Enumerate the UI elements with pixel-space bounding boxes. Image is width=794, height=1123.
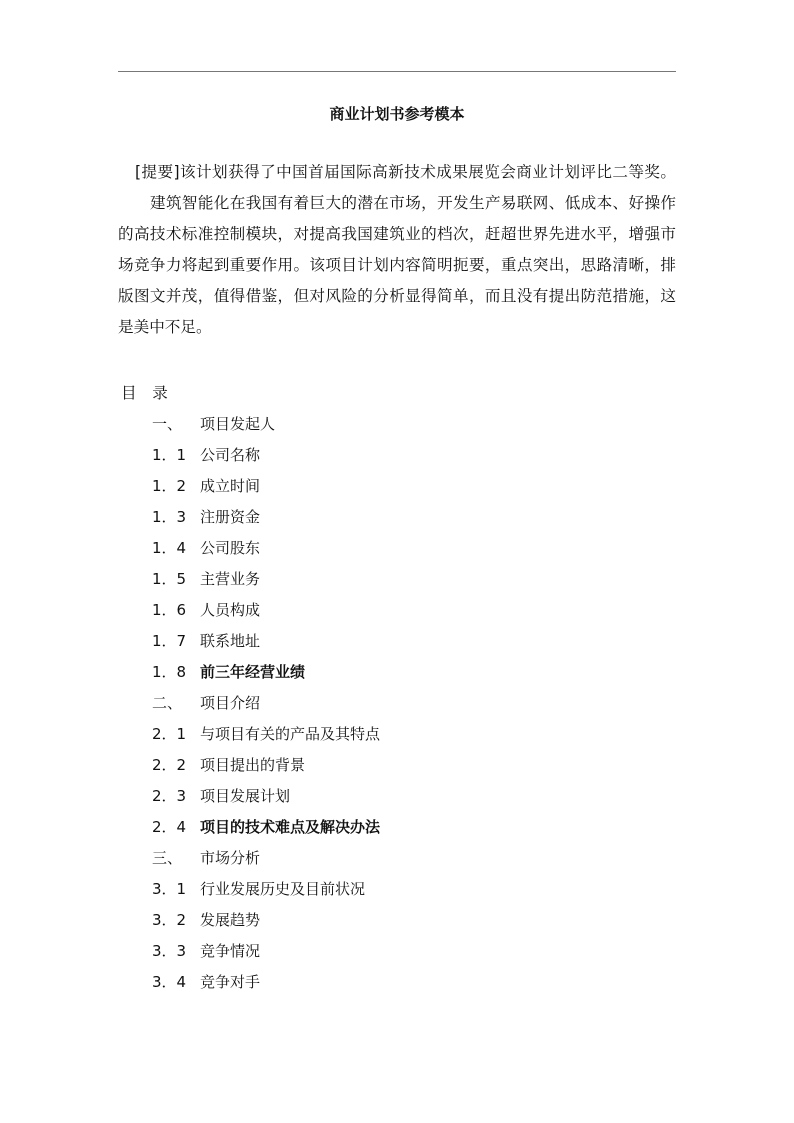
toc-item-label: 项目发展计划: [200, 787, 291, 805]
document-title: 商业计划书参考模本: [329, 105, 465, 123]
toc-item-label: 人员构成: [200, 601, 261, 619]
toc-item: [0, 972, 794, 992]
toc-item: [0, 600, 794, 620]
toc-item: [0, 724, 794, 744]
toc-item-label: 行业发展历史及目前状况: [200, 880, 366, 898]
toc-item-label: 与项目有关的产品及其特点: [200, 725, 381, 743]
toc-item-label: 成立时间: [200, 477, 261, 495]
toc-item-number: 2．3: [152, 787, 187, 805]
summary-line: [提要]该计划获得了中国首届国际高新技术成果展览会商业计划评比二等奖。: [135, 163, 676, 181]
summary-line: 版图文并茂，值得借鉴，但对风险的分析显得简单，而且没有提出防范措施，这: [118, 287, 676, 305]
toc-item-number: 3．4: [152, 973, 187, 991]
toc-item: [0, 786, 794, 806]
toc-item-label: 项目介绍: [200, 694, 261, 712]
toc-item: [0, 631, 794, 651]
toc-item-number: 1．4: [152, 539, 187, 557]
toc-item-number: 3．2: [152, 911, 187, 929]
toc-item-label: 公司股东: [200, 539, 261, 557]
toc-item: [0, 879, 794, 899]
toc-item-label: 竞争情况: [200, 942, 261, 960]
toc-item: [0, 910, 794, 930]
summary-line: 场竞争力将起到重要作用。该项目计划内容简明扼要，重点突出，思路清晰，排: [118, 256, 676, 274]
toc-item: [0, 569, 794, 589]
toc-item: [0, 414, 794, 434]
toc-item: [0, 662, 794, 682]
toc-item-label: 项目的技术难点及解决办法: [200, 818, 381, 836]
toc-item-number: 1．6: [152, 601, 187, 619]
summary-line: 是美中不足。: [118, 318, 212, 336]
toc-item-number: 二、: [152, 694, 183, 712]
toc-item: [0, 941, 794, 961]
toc-item-label: 注册资金: [200, 508, 261, 526]
toc-item-label: 市场分析: [200, 849, 261, 867]
header-rule: [118, 71, 676, 72]
toc-item-number: 2．2: [152, 756, 187, 774]
toc-heading: 目 录: [121, 384, 168, 402]
toc-item-number: 2．4: [152, 818, 187, 836]
toc-item-label: 发展趋势: [200, 911, 261, 929]
toc-item: [0, 817, 794, 837]
toc-item-label: 项目发起人: [200, 415, 276, 433]
summary-line: 建筑智能化在我国有着巨大的潜在市场，开发生产易联网、低成本、好操作: [150, 194, 676, 212]
toc-item: [0, 755, 794, 775]
toc-item-number: 3．1: [152, 880, 187, 898]
toc-item-number: 1．8: [152, 663, 187, 681]
toc-item-number: 2．1: [152, 725, 187, 743]
toc-item-label: 前三年经营业绩: [200, 663, 306, 681]
toc-item: [0, 476, 794, 496]
toc-item-number: 1．2: [152, 477, 187, 495]
toc-item: [0, 445, 794, 465]
toc-item-number: 1．5: [152, 570, 187, 588]
toc-item-number: 一、: [152, 415, 183, 433]
toc-item-number: 1．7: [152, 632, 187, 650]
toc-item: [0, 538, 794, 558]
toc-item-label: 联系地址: [200, 632, 261, 650]
toc-item: [0, 507, 794, 527]
toc-item-number: 3．3: [152, 942, 187, 960]
summary-line: 的高技术标准控制模块，对提高我国建筑业的档次，赶超世界先进水平，增强市: [118, 225, 676, 243]
toc-item: [0, 693, 794, 713]
toc-item-number: 1．3: [152, 508, 187, 526]
toc-item-label: 项目提出的背景: [200, 756, 306, 774]
toc-item-label: 竞争对手: [200, 973, 261, 991]
toc-item-label: 主营业务: [200, 570, 261, 588]
toc-item-number: 1．1: [152, 446, 187, 464]
toc-item: [0, 848, 794, 868]
toc-item-label: 公司名称: [200, 446, 261, 464]
toc-item-number: 三、: [152, 849, 183, 867]
